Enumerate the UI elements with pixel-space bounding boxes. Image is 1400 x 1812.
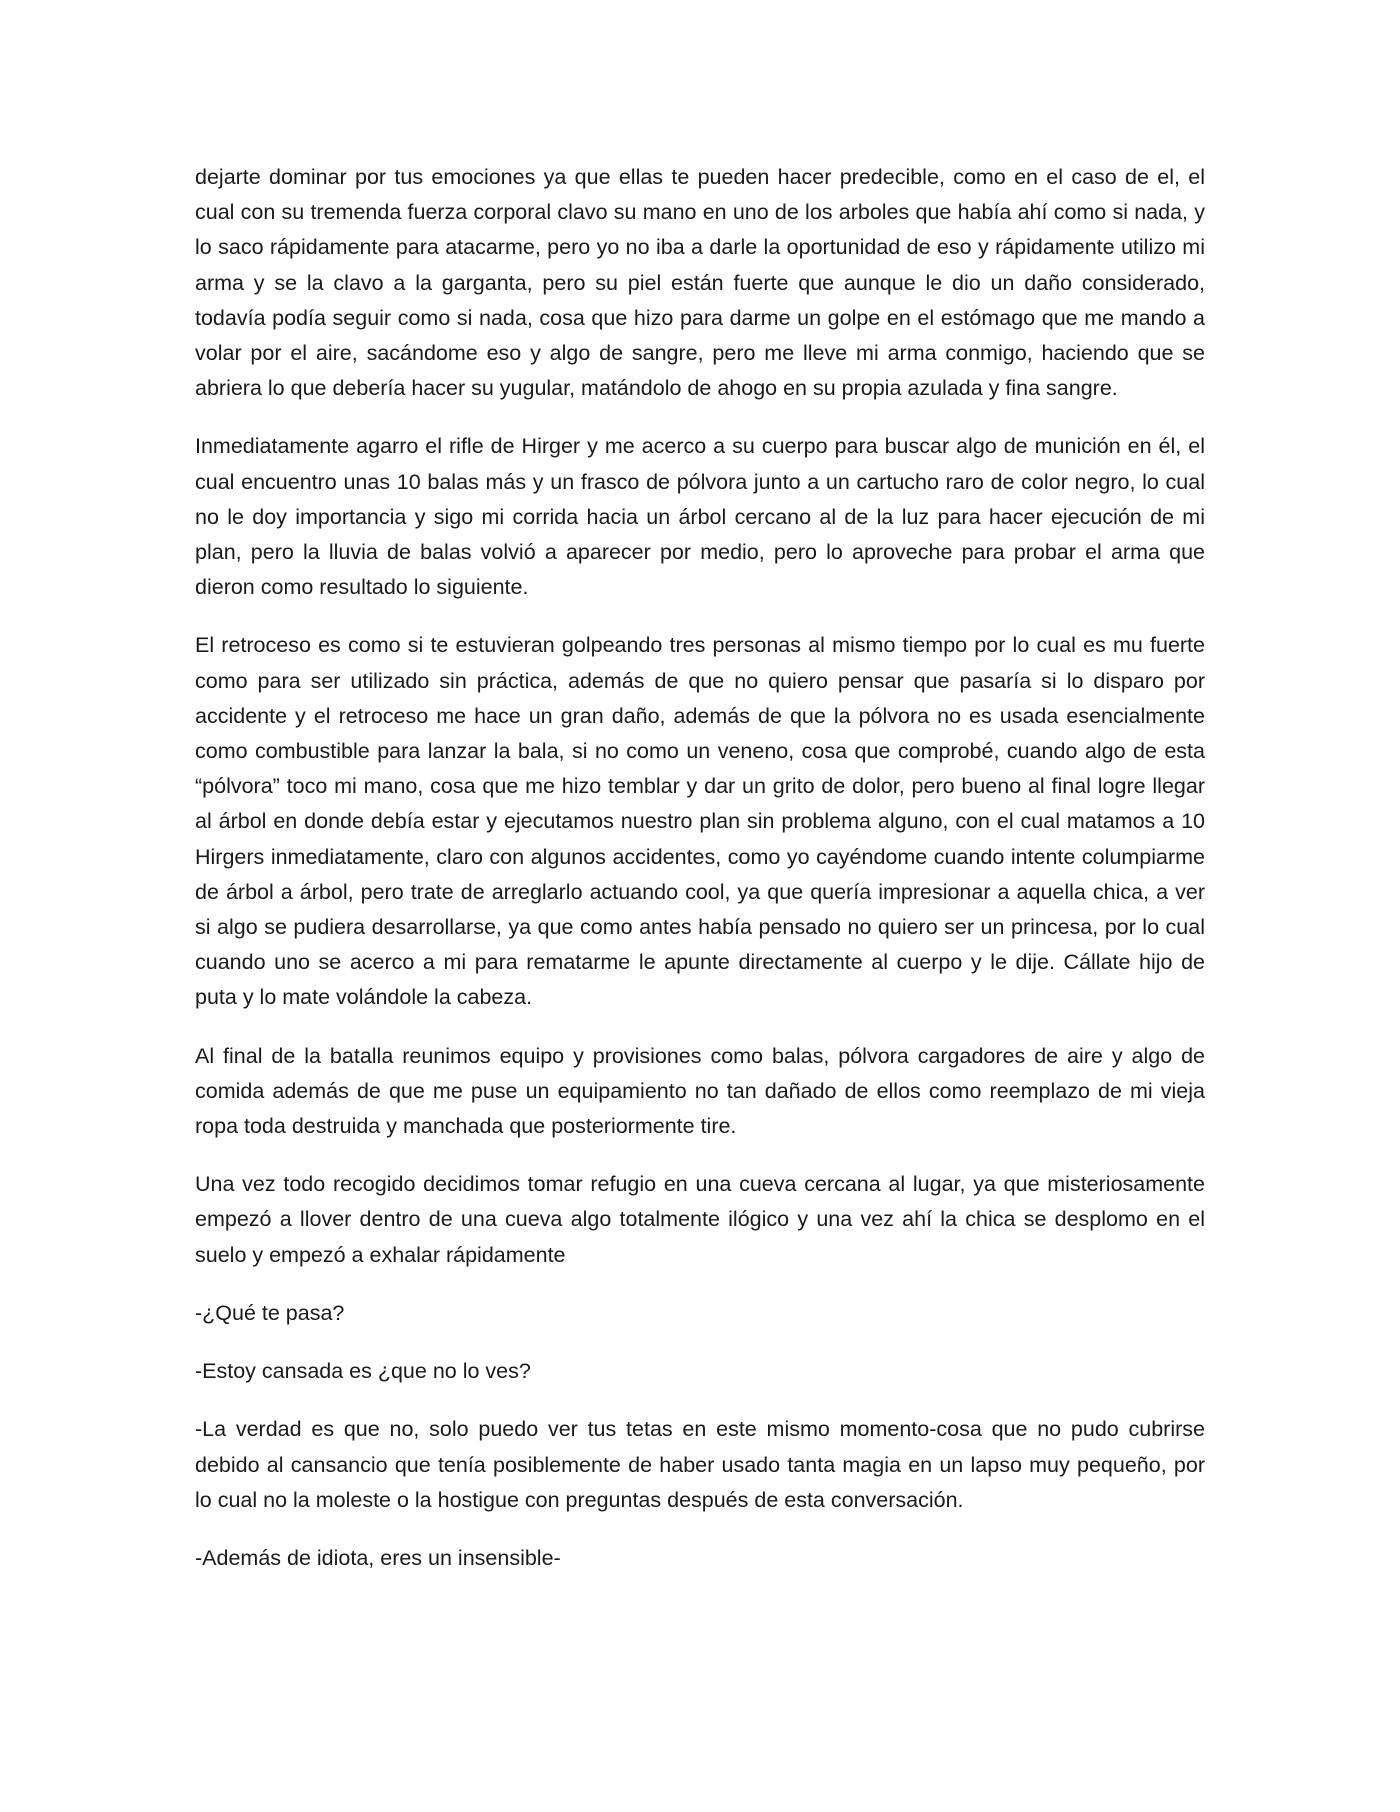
paragraph-cave-refuge: Una vez todo recogido decidimos tomar refugio en una cueva cercana al lugar, ya que misteriosamente empezó a llover dentro de una cueva algo totalmente ilógico y una vez ahí la chica se desplomo en el suelo y empezó a exhalar rápidamente: [195, 1172, 1205, 1267]
paragraph-rifle-ammunition: Inmediatamente agarro el rifle de Hirger y me acerco a su cuerpo para buscar algo de munición en él, el cual encuentro unas 10 balas más y un frasco de pólvora junto a un cartucho raro de color negro, lo cual no le doy importancia y sigo mi corrida hacia un árbol cercano al de la luz para hacer ejecución de mi plan, pero la lluvia de balas volvió a aparecer por medio, pero lo aproveche para probar el arma que dieron como resultado lo siguiente.: [195, 434, 1205, 600]
paragraph-recoil-battle: El retroceso es como si te estuvieran golpeando tres personas al mismo tiempo por lo cual es mu fuerte como para ser utilizado sin práctica, además de que no quiero pensar que pasaría si lo disparo por accidente y el retroceso me hace un gran daño, además de que la pólvora no es usada esencialmente como combustible para lanzar la bala, si no como un veneno, cosa que comprobé, cuando algo de esta “pólvora” toco mi mano, cosa que me hizo temblar y dar un grito de dolor, pero bueno al final logre llegar al árbol en donde debía estar y ejecutamos nuestro plan sin problema alguno, con el cual matamos a 10 Hirgers inmediatamente, claro con algunos accidentes, como yo cayéndome cuando intente columpiarme de árbol a árbol, pero trate de arreglarlo actuando cool, ya que quería impresionar a aquella chica, a ver si algo se pudiera desarrollarse, ya que como antes había pensado no quiero ser un princesa, por lo cual cuando uno se acerco a mi para rematarme le apunte directamente al cuerpo y le dije. Cállate hijo de puta y lo mate volándole la cabeza.: [195, 633, 1205, 1010]
dialogue-line-1: -¿Qué te pasa?: [195, 1300, 345, 1325]
dialogue-line-4: -Además de idiota, eres un insensible-: [195, 1545, 561, 1570]
dialogue-line-3: -La verdad es que no, solo puedo ver tus tetas en este mismo momento-cosa que no pudo cubrirse debido al cansancio que tenía posiblemente de haber usado tanta magia en un lapso muy pequeño, por lo cual no la moleste o la hostigue con preguntas después de esta conversación.: [195, 1417, 1205, 1512]
paragraph-battle-end: Al final de la batalla reunimos equipo y provisiones como balas, pólvora cargadores de aire y algo de comida además de que me puse un equipamiento no tan dañado de ellos como reemplazo de mi vieja ropa toda destruida y manchada que posteriormente tire.: [195, 1043, 1205, 1139]
document-body: [195, 160, 1205, 1599]
paragraph-fight-description: dejarte dominar por tus emociones ya que ellas te pueden hacer predecible, como en el caso de el, el cual con su tremenda fuerza corporal clavo su mano en uno de los arboles que había ahí como si nada, y lo saco rápidamente para atacarme, pero yo no iba a darle la oportunidad de eso y rápidamente utilizo mi arma y se la clavo a la garganta, pero su piel están fuerte que aunque le dio un daño considerado, todavía podía seguir como si nada, cosa que hizo para darme un golpe en el estómago que me mando a volar por el aire, sacándome eso y algo de sangre, pero me lleve mi arma conmigo, haciendo que se abriera lo que debería hacer su yugular, matándolo de ahogo en su propia azulada y fina sangre.: [195, 165, 1205, 401]
dialogue-line-2: -Estoy cansada es ¿que no lo ves?: [195, 1359, 531, 1384]
